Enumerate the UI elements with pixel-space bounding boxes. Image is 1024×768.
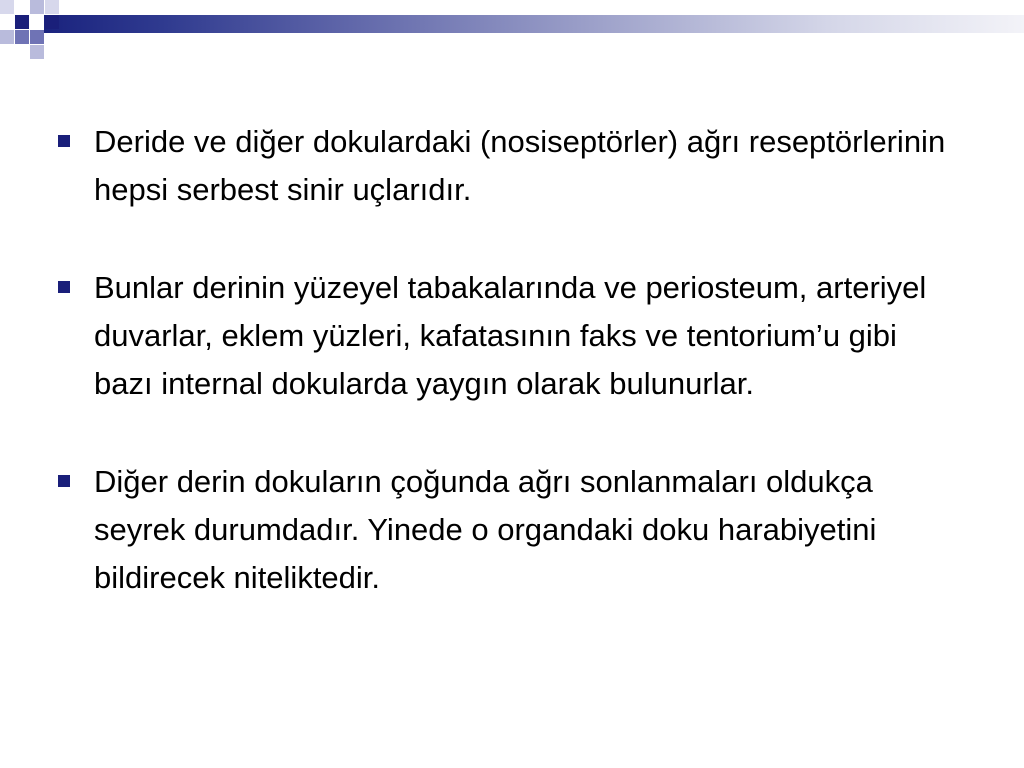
header-decoration — [0, 0, 1024, 62]
list-item — [58, 264, 958, 408]
square-bullet-icon — [58, 475, 70, 487]
decor-square — [30, 0, 44, 14]
decor-square — [0, 0, 14, 14]
list-item — [58, 458, 958, 602]
decor-square — [15, 30, 29, 44]
square-bullet-icon — [58, 135, 70, 147]
bullet-list — [58, 118, 958, 602]
decor-square — [30, 45, 44, 59]
decor-square — [45, 15, 59, 29]
decor-square — [30, 30, 44, 44]
bullet-text: Bunlar derinin yüzeyel tabakalarında ve periosteum, arteriyel duvarlar, eklem yüzleri, kafatasının faks ve tentorium’u gibi bazı internal dokularda yaygın olarak bulunurlar. — [94, 270, 927, 401]
decor-square — [0, 30, 14, 44]
decor-square — [45, 0, 59, 14]
bullet-text: Deride ve diğer dokulardaki (nosiseptörler) ağrı reseptörlerinin hepsi serbest sinir uçlarıdır. — [94, 124, 946, 207]
list-item — [58, 118, 958, 214]
bullet-text: Diğer derin dokuların çoğunda ağrı sonlanmaları oldukça seyrek durumdadır. Yinede o organdaki doku harabiyetini bildirecek niteliktedir. — [94, 464, 877, 595]
slide-content — [58, 118, 958, 652]
decor-square — [15, 15, 29, 29]
header-gradient-bar — [44, 15, 1024, 33]
square-bullet-icon — [58, 281, 70, 293]
